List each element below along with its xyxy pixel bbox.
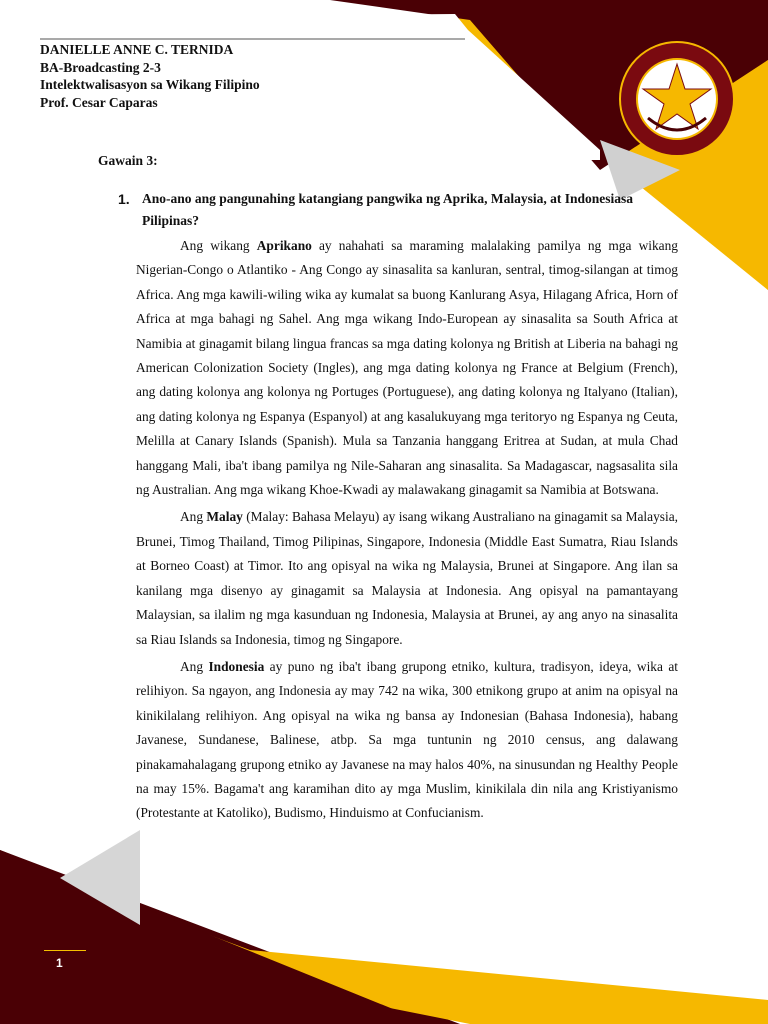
answer-body <box>136 234 678 829</box>
course-section: BA-Broadcasting 2-3 <box>40 59 161 75</box>
question-item <box>118 188 678 232</box>
paragraph-africa <box>136 234 678 502</box>
page-number: 1 <box>56 956 63 970</box>
question-text: Ano-ano ang pangunahing katangiang pangwika ng Aprika, Malaysia, at Indonesiasa Pilipinas? <box>142 191 634 228</box>
author-name: DANIELLE ANNE C. TERNIDA <box>40 42 234 57</box>
paragraph-lead: Ang <box>180 658 209 674</box>
professor-name: Prof. Cesar Caparas <box>40 94 158 110</box>
paragraph-keyword: Malay <box>206 509 243 525</box>
task-label: Gawain 3: <box>98 153 158 168</box>
paragraph-malay <box>136 505 678 651</box>
paragraph-keyword: Indonesia <box>208 658 265 674</box>
paragraph-text: ay nahahati sa maraming malalaking pamilya ng mga wikang Nigerian-Congo o Atlantiko - Ang Congo ay sinasalita sa kanluran, sentral, timog-silangan at timog Africa. Ang mga kawili-wiling wika ay kumalat sa buong Kanlurang Asya, Hilagang Africa, Horn of Africa at mga bahagi ng Sahel. Ang mga wikang Indo-European ay sinasalita sa South Africa at Namibia at ginagamit bilang lingua francas sa mga dating kolonya ng British at Liberia na bahagi ng American Colonization Society (Ingles), ang mga dating kolonya ng France at Belgium (French), ang dating kolonya ang kolonya ng Portuges (Portuguese), ang dating kolonya ng Italyano (Italian), ang dating kolonya ng Espanya (Espanyol) at ang kasalukuyang mga teritoryo ng Espanya ng Ceuta, Melilla at Canary Islands (Spanish). Mula sa Tanzania hanggang Eritrea at Sudan, at mula Chad hanggang Mali, iba't ibang pamilya ng Nile-Saharan ang sinasalita. Sa Madagascar, nagsasalita sila ng Australian. Ang mga wikang Khoe-Kwadi ay malawakang ginagamit sa Namibia at Botswana. <box>136 238 678 498</box>
header-rule <box>40 38 465 40</box>
paragraph-text: (Malay: Bahasa Melayu) ay isang wikang Australiano na ginagamit sa Malaysia, Brunei, Timog Thailand, Timog Pilipinas, Singapore, Indonesia (Middle East Sumatra, Riau Islands at Borneo Coast) at Timor. Ito ang opisyal na wika ng Malaysia, Brunei at Singapore. Ang ilan sa kanilang mga disenyo ay ginagamit sa Malaysia at Indonesia. Ang opisyal na pamantayang Malaysian, sa ilalim ng mga kasunduan ng Indonesia, Malaysia at Brunei, ay ang anyo na sinasalita sa Riau Islands sa Indonesia, timog ng Singapore. <box>136 509 678 647</box>
paragraph-lead: Ang wikang <box>180 238 257 253</box>
paragraph-lead: Ang <box>180 509 207 525</box>
paragraph-indonesia <box>136 655 678 826</box>
paragraph-keyword: Aprikano <box>256 238 312 253</box>
question-number: 1. <box>118 191 130 207</box>
university-seal <box>618 40 736 158</box>
paragraph-text: ay puno ng iba't ibang grupong etniko, kultura, tradisyon, ideya, wika at relihiyon. Sa ngayon, ang Indonesia ay may 742 na wika, 300 etnikong grupo at anim na opisyal na kinikilalang relihiyon. Ang opisyal na wika ng bansa ay Indonesian (Bahasa Indonesia), habang Javanese, Sundanese, Balinese, atbp. Sa mga tuntunin ng 2010 census, ang dalawang pinakamahalagang grupong etniko ay Javanese na may halos 40%, na sinusundan ng Healthy People na may 15%. Bagama't ang karamihan dito ay mga Muslim, kinikilala din nila ang Kristiyanismo (Protestante at Katoliko), Budismo, Hinduismo at Confucianism. <box>136 658 678 821</box>
subject-title: Intelektwalisasyon sa Wikang Filipino <box>40 77 260 92</box>
document-header <box>40 41 260 111</box>
page-number-rule <box>44 950 86 951</box>
